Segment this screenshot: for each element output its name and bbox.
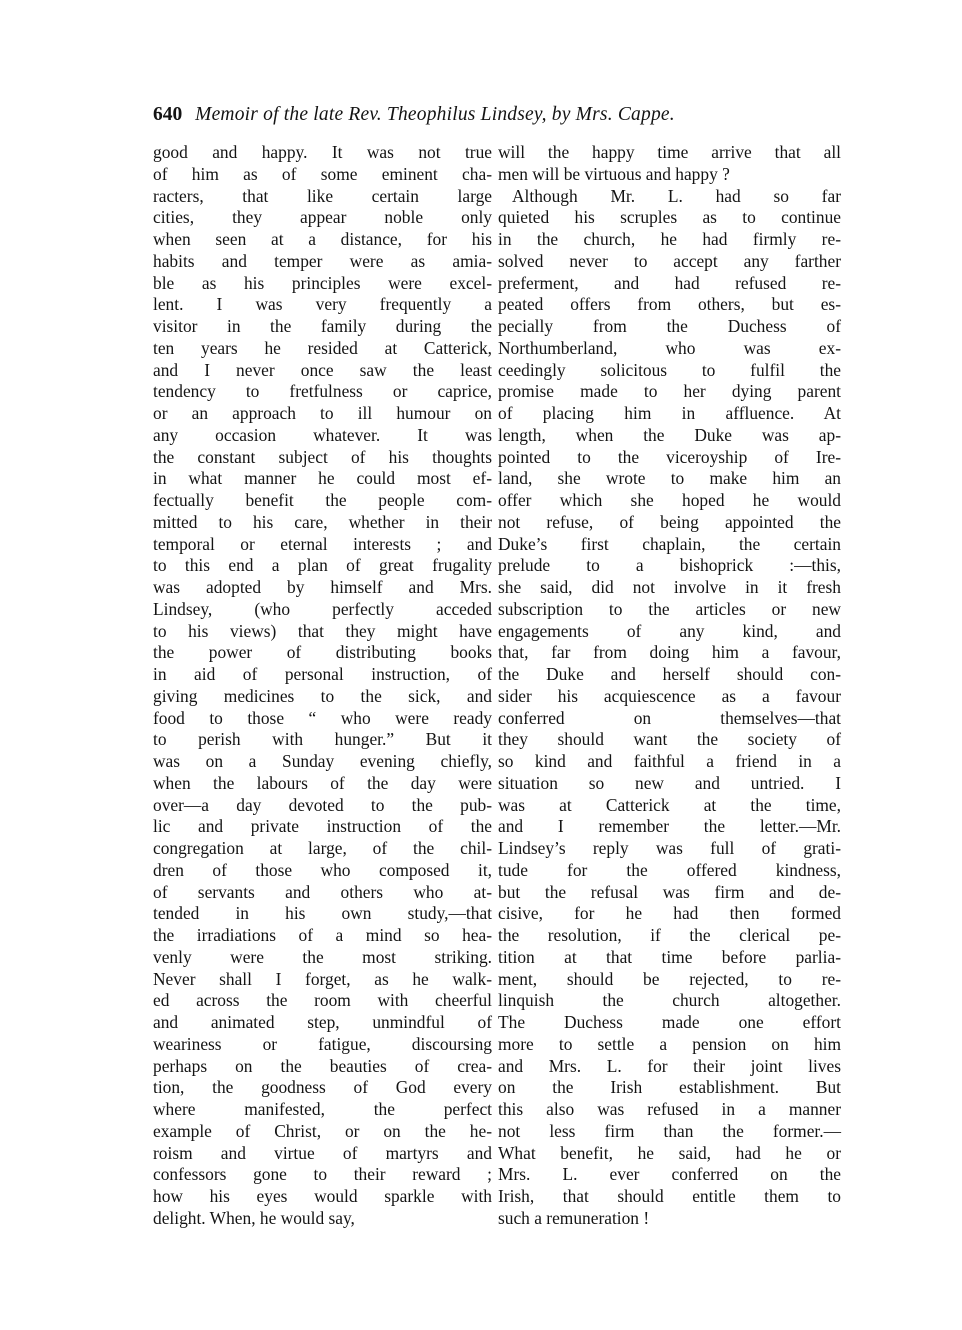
text-line: delight. When, he would say, — [153, 1207, 355, 1228]
text-line: such a remuneration ! — [498, 1207, 650, 1228]
text-line: Although Mr. L. had so far — [512, 185, 841, 206]
text-line: in what manner he could most ef- — [153, 468, 492, 489]
page-number: 640 — [153, 104, 183, 125]
text-line: roism and virtue of martyrs and — [153, 1142, 492, 1163]
text-line: in aid of personal instruction, of — [153, 664, 492, 684]
text-line: Never shall I forget, as he walk- — [153, 968, 492, 989]
text-line: when seen at a distance, for his — [153, 229, 492, 249]
right-column — [498, 142, 841, 1230]
text-line: the Duke and herself should con- — [498, 664, 841, 684]
text-line: good and happy. It was not true — [153, 142, 492, 162]
text-line: situation so new and untried. I — [498, 772, 841, 793]
text-line: congregation at large, of the chil- — [153, 838, 492, 858]
text-line: ment, should be rejected, to re- — [498, 968, 841, 989]
text-line: habits and temper were as amia- — [153, 250, 492, 271]
text-line: any occasion whatever. It was — [153, 424, 492, 445]
text-line: the power of distributing books — [153, 642, 492, 663]
running-title: Memoir of the late Rev. Theophilus Lindsey, by Mrs. Cappe. — [195, 104, 675, 125]
text-line: the resolution, if the clerical pe- — [498, 925, 841, 945]
text-line: to this end a plan of great frugality — [153, 555, 492, 576]
text-line: food to those “ who were ready — [153, 707, 492, 728]
text-line: length, when the Duke was ap- — [498, 424, 841, 445]
text-line: and animated step, unmindful of — [153, 1012, 492, 1032]
text-line: how his eyes would sparkle with — [153, 1186, 492, 1206]
text-line: the constant subject of his thoughts — [153, 446, 492, 467]
text-line: example of Christ, or on the he- — [153, 1120, 492, 1141]
text-line: men will be virtuous and happy ? — [498, 163, 730, 184]
text-line: pointed to the viceroyship of Ire- — [498, 446, 841, 467]
text-line: tion, the goodness of God every — [153, 1077, 492, 1098]
text-line: racters, that like certain large — [153, 185, 492, 206]
text-line: tition at that time before parlia- — [498, 946, 841, 967]
text-line: ble as his principles were excel- — [153, 272, 492, 293]
text-line: sider his acquiescence as a favour — [498, 685, 841, 706]
text-line: solved never to accept any farther — [498, 250, 841, 271]
text-line: of him as of some eminent cha- — [153, 163, 492, 184]
text-line: when the labours of the day were — [153, 772, 492, 793]
text-line: peated offers from others, but es- — [498, 294, 841, 315]
text-line: was at Catterick at the time, — [498, 794, 841, 815]
text-line: Duke’s first chaplain, the certain — [498, 533, 841, 554]
text-line: they should want the society of — [498, 729, 841, 750]
text-line: that, far from doing him a favour, — [498, 642, 841, 663]
text-line: giving medicines to the sick, and — [153, 685, 492, 706]
text-line: Northumberland, who was ex- — [498, 337, 841, 358]
text-line: tended in his own study,—that — [153, 903, 492, 924]
text-line: and I remember the letter.—Mr. — [498, 816, 841, 837]
text-line: pecially from the Duchess of — [498, 316, 841, 336]
text-line: Lindsey’s reply was full of grati- — [498, 838, 841, 858]
text-line: visitor in the family during the — [153, 316, 492, 336]
text-line: land, she wrote to make him an — [498, 468, 841, 489]
left-column — [153, 142, 492, 1230]
text-line: confessors gone to their reward ; — [153, 1164, 492, 1185]
running-header — [153, 104, 853, 134]
text-line: offer which she hoped he would — [498, 490, 841, 510]
text-line: the irradiations of a mind so hea- — [153, 925, 492, 945]
text-line: cities, they appear noble only — [153, 207, 492, 228]
text-line: fectually benefit the people com- — [153, 490, 492, 510]
text-line: subscription to the articles or new — [498, 598, 841, 619]
text-line: not refuse, of being appointed the — [498, 511, 841, 532]
text-line: ten years he resided at Catterick, — [153, 337, 492, 358]
text-line: cisive, for he had then formed — [498, 903, 841, 924]
text-line: of servants and others who at- — [153, 881, 492, 902]
text-line: to perish with hunger.” But it — [153, 729, 492, 750]
text-line: The Duchess made one effort — [498, 1012, 841, 1032]
text-line: and Mrs. L. for their joint lives — [498, 1055, 841, 1076]
text-line: ceedingly solicitous to fulfil the — [498, 359, 841, 380]
text-line: Irish, that should entitle them to — [498, 1186, 841, 1206]
text-line: linquish the church altogether. — [498, 990, 841, 1011]
text-line: not less firm than the former.— — [498, 1120, 841, 1141]
text-line: conferred on themselves—that — [498, 707, 841, 728]
text-line: venly were the most striking. — [153, 946, 492, 967]
text-line: weariness or fatigue, discoursing — [153, 1033, 492, 1054]
text-line: where manifested, the perfect — [153, 1099, 492, 1119]
text-line: preferment, and had refused re- — [498, 272, 841, 293]
text-line: will the happy time arrive that all — [498, 142, 841, 162]
text-line: promise made to her dying parent — [498, 381, 841, 402]
text-line: and I never once saw the least — [153, 359, 492, 380]
text-line: Mrs. L. ever conferred on the — [498, 1164, 841, 1185]
text-line: was on a Sunday evening chiefly, — [153, 751, 492, 771]
text-line: quieted his scruples as to continue — [498, 207, 841, 228]
text-line: of placing him in affluence. At — [498, 403, 841, 423]
text-line: but the refusal was firm and de- — [498, 881, 841, 902]
text-line: engagements of any kind, and — [498, 620, 841, 641]
text-line: was adopted by himself and Mrs. — [153, 577, 492, 597]
text-line: prelude to a bishoprick :—this, — [498, 555, 841, 576]
text-line: this also was refused in a manner — [498, 1099, 841, 1119]
text-line: perhaps on the beauties of crea- — [153, 1055, 492, 1076]
text-line: or an approach to ill humour on — [153, 403, 492, 423]
text-line: tude for the offered kindness, — [498, 859, 841, 880]
text-line: lic and private instruction of the — [153, 816, 492, 837]
text-line: mitted to his care, whether in their — [153, 511, 492, 532]
text-line: Lindsey, (who perfectly acceded — [153, 598, 492, 619]
text-line: ed across the room with cheerful — [153, 990, 492, 1011]
text-line: What benefit, he said, had he or — [498, 1142, 841, 1163]
text-line: over—a day devoted to the pub- — [153, 794, 492, 815]
text-line: lent. I was very frequently a — [153, 294, 492, 315]
text-line: tendency to fretfulness or caprice, — [153, 381, 492, 402]
text-line: in the church, he had firmly re- — [498, 229, 841, 249]
text-line: more to settle a pension on him — [498, 1033, 841, 1054]
text-line: to his views) that they might have — [153, 620, 492, 641]
text-line: temporal or eternal interests ; and — [153, 533, 492, 554]
text-line: so kind and faithful a friend in a — [498, 751, 841, 771]
text-line: on the Irish establishment. But — [498, 1077, 841, 1098]
text-line: dren of those who composed it, — [153, 859, 492, 880]
text-line: she said, did not involve in it fresh — [498, 577, 841, 597]
